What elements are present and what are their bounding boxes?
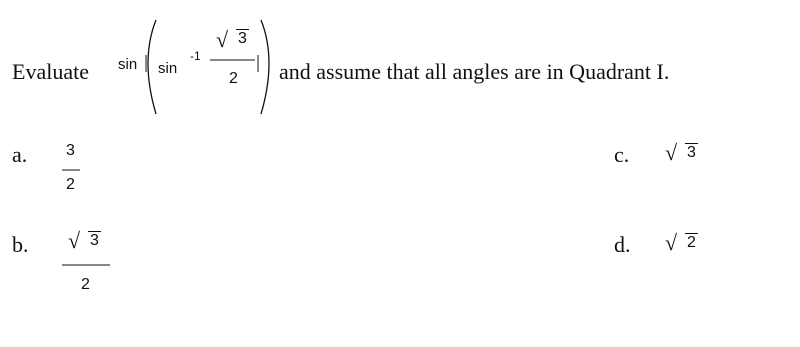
- denominator: 2: [229, 70, 238, 87]
- inverse-exponent: -1: [190, 49, 201, 63]
- option-denominator: 2: [81, 276, 90, 293]
- option-letter: a.: [12, 142, 28, 167]
- radical-sign: √: [68, 228, 81, 253]
- option-denominator: 2: [66, 176, 75, 193]
- radicand: 3: [687, 144, 696, 161]
- question-suffix: and assume that all angles are in Quadrant I.: [279, 59, 670, 84]
- option-numerator: 3: [66, 142, 75, 159]
- outer-func: sin: [118, 56, 138, 73]
- radical-sign: √: [665, 230, 678, 255]
- question-prefix: Evaluate: [12, 59, 89, 84]
- inner-func: sin: [158, 60, 178, 77]
- radicand: 3: [90, 232, 99, 249]
- radicand: 3: [238, 30, 247, 47]
- option-letter: c.: [614, 142, 630, 167]
- radical-sign: √: [665, 140, 678, 165]
- paren-right: [261, 20, 269, 114]
- paren-left: [148, 20, 156, 114]
- radicand: 2: [687, 234, 696, 251]
- option-letter: b.: [12, 232, 29, 257]
- radical-sign: √: [216, 27, 229, 52]
- option-letter: d.: [614, 232, 631, 257]
